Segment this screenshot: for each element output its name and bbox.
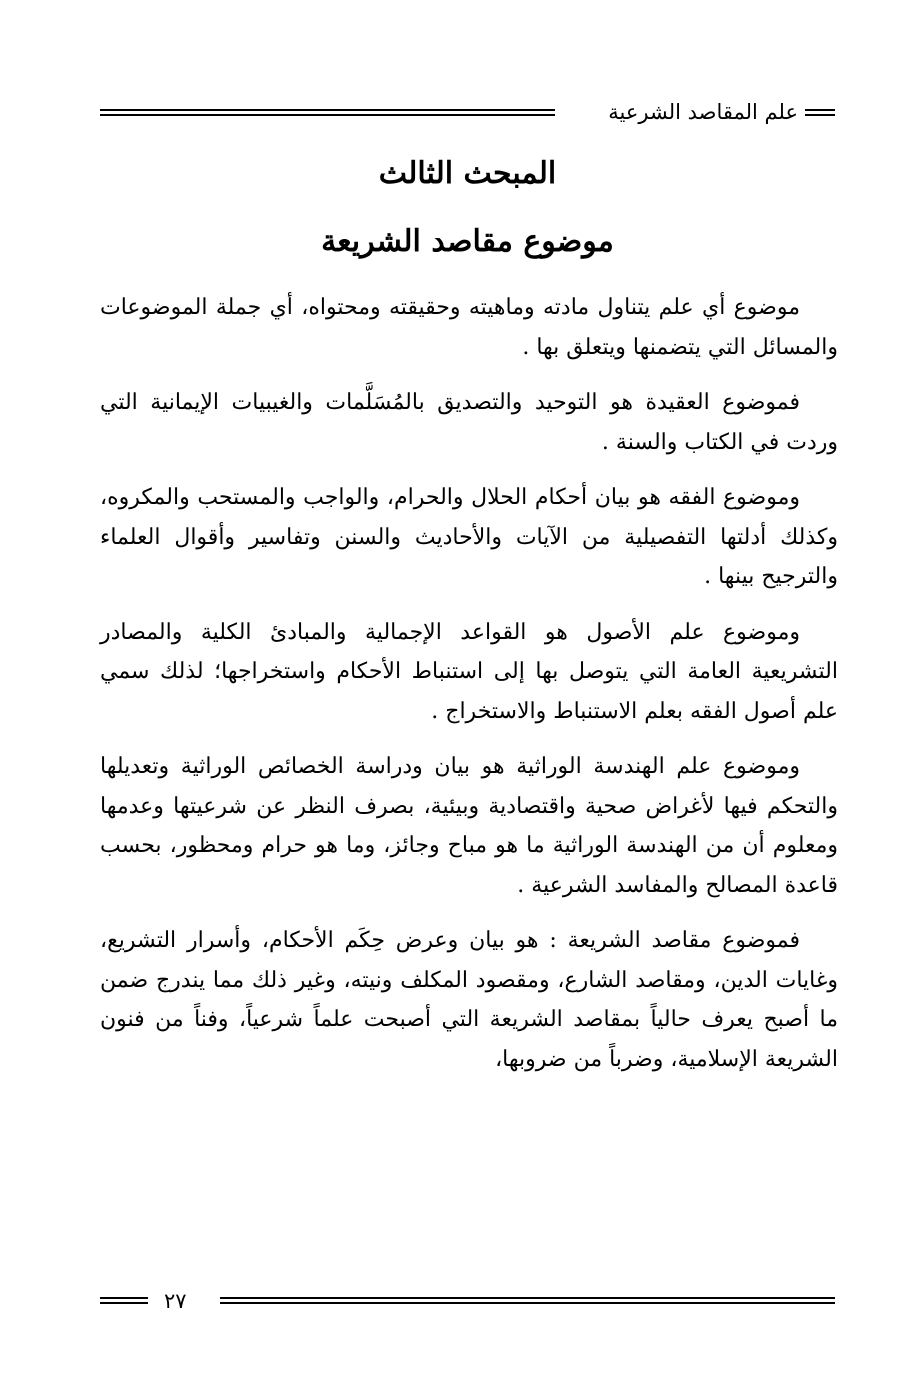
- paragraph: موضوع أي علم يتناول مادته وماهيته وحقيقته ومحتواه، أي جملة الموضوعات والمسائل التي يتضمنها ويتعلق بها .: [100, 295, 838, 360]
- footer-rule-left: [100, 1297, 148, 1304]
- paragraph: وموضوع علم الهندسة الوراثية هو بيان ودراسة الخصائص الوراثية وتعديلها والتحكم فيها لأغراض صحية واقتصادية وبيئية، بصرف النظر عن شرعيتها وعدمها ومعلوم أن من الهندسة الوراثية ما هو مباح وجائز، وما هو حرام ومحظور، بحسب قاعدة المصالح والمفاسد الشرعية .: [100, 754, 839, 898]
- section-heading: المبحث الثالث: [378, 156, 557, 191]
- body-text: [100, 288, 838, 1095]
- header-rule-right: [805, 109, 835, 116]
- running-header: [100, 98, 835, 128]
- footer-rule-right: [220, 1297, 835, 1304]
- paragraph: فموضوع العقيدة هو التوحيد والتصديق بالمُسَلَّمات والغيبيات الإيمانية التي وردت في الكتاب والسنة .: [100, 390, 838, 455]
- paragraph: فموضوع مقاصد الشريعة : هو بيان وعرض حِكَم الأحكام، وأسرار التشريع، وغايات الدين، ومقاصد الشارع، ومقصود المكلف ونيته، وغير ذلك مما يندرج ضمن ما أصبح يعرف حالياً بمقاصد الشريعة التي أصبحت علماً شرعياً، وفناً من فنون الشريعة الإسلامية، وضرباً من ضروبها،: [100, 928, 838, 1072]
- header-rule-left: [100, 109, 555, 116]
- running-title: علم المقاصد الشرعية: [608, 100, 798, 124]
- subject-heading: موضوع مقاصد الشريعة: [321, 224, 614, 259]
- paragraph: وموضوع الفقه هو بيان أحكام الحلال والحرام، والواجب والمستحب والمكروه، وكذلك أدلتها التفصيلية من الآيات والأحاديث والسنن وتفاسير وأقوال العلماء والترجيح بينها .: [100, 485, 838, 589]
- paragraph: وموضوع علم الأصول هو القواعد الإجمالية والمبادئ الكلية والمصادر التشريعية العامة التي يتوصل بها إلى استنباط الأحكام واستخراجها؛ لذلك سمي علم أصول الفقه بعلم الاستنباط والاستخراج .: [100, 619, 838, 724]
- page-number: ٢٧: [164, 1289, 187, 1313]
- page-footer: [100, 1288, 835, 1314]
